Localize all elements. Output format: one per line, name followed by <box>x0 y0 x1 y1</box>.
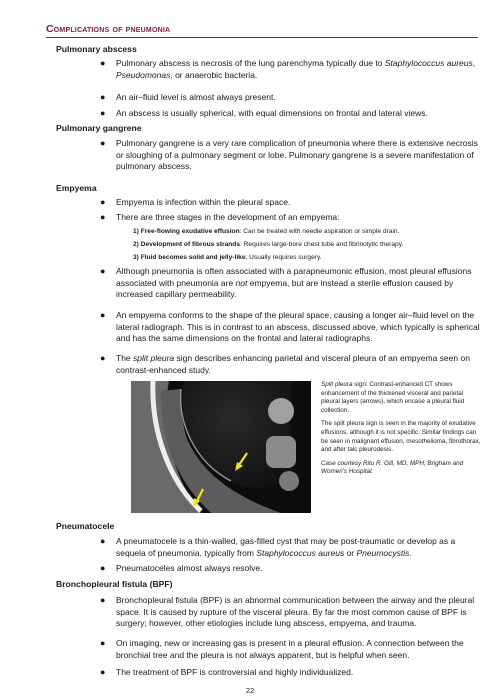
caption-paragraph: The split pleura sign is seen in the majority of exudative effusions, although it is not specific. Similar findings can be seen in malignant effusion, mesothelioma, fibrothorax, and after talc pleurodesis. <box>321 420 481 454</box>
section-divider <box>46 37 478 38</box>
ct-scan-figure <box>131 381 311 513</box>
pulmonary-gangrene-heading: Pulmonary gangrene <box>56 123 142 133</box>
list-item: ● There are three stages in the development of an empyema: <box>100 212 340 222</box>
list-item: ● An abscess is usually spherical, with equal dimensions on frontal and lateral views. <box>100 108 428 118</box>
bullet-icon: ● <box>100 212 106 222</box>
list-item: ● Pneumatoceles almost always resolve. <box>100 563 263 573</box>
list-item: ● Although pneumonia is often associated with a parapneumonic effusion, most pleural effusions associated with pneumonia are not empyema, but are instead a sterile effusion caused by increased capillary permeability. <box>100 266 472 300</box>
caption-paragraph: Split pleura sign: Contrast-enhanced CT shows enhancement of the thickened visceral and parietal pleural layers (arrows), which encase a pleural fluid collection. <box>321 381 465 414</box>
stage-item: 2) Development of fibrous strands: Requires large-bore chest tube and fibrinolytic therapy. <box>133 241 404 248</box>
list-item: ● Pulmonary abscess is necrosis of the lung parenchyma typically due to Staphylococcus aureus, Pseudomonas, or anaerobic bacteria. <box>100 58 476 80</box>
caption-credit: Case courtesy Ritu R. Gill, MD, MPH, Brigham and Women's Hospital. <box>321 459 464 476</box>
stage-item: 1) Free-flowing exudative effusion: Can be treated with needle aspiration or simple drain. <box>133 228 400 235</box>
list-item: ● An air–fluid level is almost always present. <box>100 92 276 102</box>
empyema-heading: Empyema <box>56 183 97 193</box>
figure-caption <box>321 381 483 482</box>
list-item: ● Empyema is infection within the pleural space. <box>100 197 291 207</box>
bullet-icon: ● <box>100 638 106 648</box>
stage-item: 3) Fluid becomes solid and jelly-like: Usually requires surgery. <box>133 254 322 261</box>
pulmonary-abscess-heading: Pulmonary abscess <box>56 44 137 54</box>
bullet-icon: ● <box>100 92 106 102</box>
bullet-icon: ● <box>100 563 106 573</box>
bullet-icon: ● <box>100 197 106 207</box>
list-item: ● Pulmonary gangrene is a very rare complication of pneumonia where there is extensive necrosis or sloughing of a pulmonary segment or lobe. Pulmonary gangrene is a severe manifestation of pulmonary abscess. <box>100 138 478 172</box>
list-item: ● An empyema conforms to the shape of the pleural space, causing a longer air–fluid level on the lateral radiograph. This is in contrast to an abscess, discussed above, which typically is spherical and has the same dimensions on the frontal and lateral radiographs. <box>100 310 480 344</box>
bullet-icon: ● <box>100 353 106 363</box>
bullet-icon: ● <box>100 108 106 118</box>
bullet-icon: ● <box>100 667 106 677</box>
page-number: 22 <box>245 686 255 695</box>
bpf-heading: Bronchopleural fistula (BPF) <box>56 579 173 589</box>
bullet-icon: ● <box>100 310 106 320</box>
list-item: ● A pneumatocele is a thin-walled, gas-filled cyst that may be post-traumatic or develop as a sequela of pneumonia, typically from Staphylococcus aureus or Pneumocystis. <box>100 536 456 558</box>
list-item: ● On imaging, new or increasing gas is present in a pleural effusion. A connection between the bronchial tree and the pleura is not always apparent, but is helpful when seen. <box>100 638 464 660</box>
list-item: ● The split pleura sign describes enhancing parietal and visceral pleura of an empyema seen on contrast-enhanced study. <box>100 353 470 375</box>
bullet-icon: ● <box>100 138 106 148</box>
list-item: ● Bronchopleural fistula (BPF) is an abnormal communication between the airway and the pleural space. It is caused by rupture of the visceral pleura. By far the most common cause of BPF is surgery; however, other etiologies include lung abscess, empyema, and trauma. <box>100 595 475 629</box>
pneumatocele-heading: Pneumatocele <box>56 521 115 531</box>
bullet-icon: ● <box>100 266 106 276</box>
bullet-icon: ● <box>100 595 106 605</box>
bullet-icon: ● <box>100 536 106 546</box>
ct-image <box>131 381 311 513</box>
section-title: Complications of pneumonia <box>46 23 171 35</box>
list-item: ● The treatment of BPF is controversial and highly individualized. <box>100 667 354 677</box>
bullet-icon: ● <box>100 58 106 68</box>
